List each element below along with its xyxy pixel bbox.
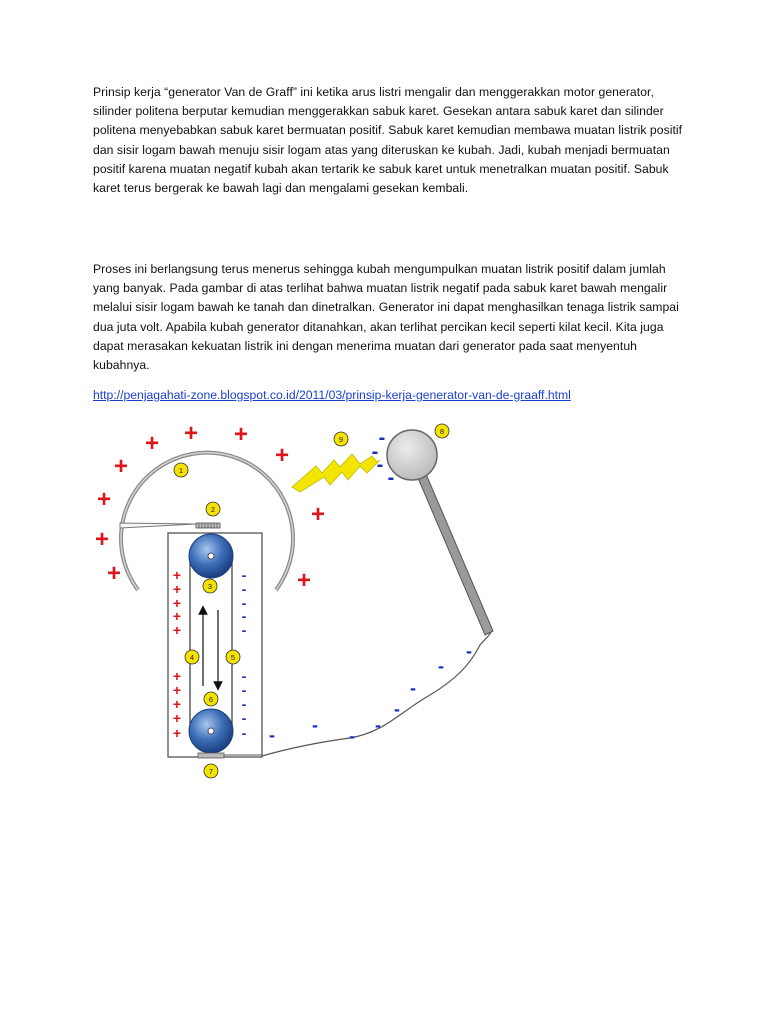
positive-charge: + [296,567,312,594]
negative-charge: - [438,656,444,676]
label-badge-text: 8 [439,427,445,436]
label-badge-9 [334,432,348,446]
discharge-sphere [387,430,437,480]
label-badge-8 [435,424,449,438]
label-badge-6 [204,692,218,706]
positive-charge: + [172,567,182,583]
negative-charge: - [241,725,247,741]
positive-charge: + [310,501,326,528]
positive-charge: + [106,560,122,587]
lower-comb [198,753,224,758]
positive-charge: + [183,420,199,447]
discharge-rod [418,474,493,635]
negative-charge: - [466,641,472,661]
label-badge-1 [174,463,188,477]
positive-charge: + [233,421,249,448]
negative-charge: - [241,682,247,698]
label-badge-7 [204,764,218,778]
label-badge-text: 9 [338,435,344,444]
negative-charge: - [378,427,386,449]
label-badge-2 [206,502,220,516]
label-badge-text: 7 [208,767,214,776]
paragraph-process: Proses ini berlangsung terus menerus sehingga kubah mengumpulkan muatan listrik positif dalam jumlah yang banyak. Pada gambar di atas terlihat bahwa muatan listrik negatif pada sabuk karet bawah mengalir melalui sisir logam bawah ke tanah dan dinetralkan. Generator ini dapat menghasilkan tenaga listrik sampai dua juta volt. Apabila kubah generator ditanahkan, akan terlihat percikan kecil seperti kilat kecil. Kita juga dapat merasakan kekuatan listrik ini dengan menerima muatan dari generator pada saat menyentuh kubahnya. [93,262,679,373]
negative-charge: - [241,696,247,712]
negative-charge: - [241,668,247,684]
label-badge-text: 5 [230,653,236,662]
positive-charge: + [172,696,182,712]
label-badge-4 [185,650,199,664]
upper-comb-connector [120,523,196,528]
label-badge-5 [226,650,240,664]
positive-charge: + [172,622,182,638]
positive-charge: + [144,430,160,457]
positive-charge: + [172,710,182,726]
positive-charge: + [172,595,182,611]
negative-charge: - [410,678,416,698]
paragraph-principle: Prinsip kerja “generator Van de Graff” ini ketika arus listri mengalir dan menggerakkan motor generator, silinder politena berputar kemudian menggerakkan sabuk karet. Gesekan antara sabuk karet dan silinder politena menyebabkan sabuk karet bermuatan positif. Sabuk karet kemudian membawa muatan listrik positif dan sisir logam bawah menuju sisir logam atas yang diteruskan ke kubah. Jadi, kubah menjadi bermuatan positif karena muatan negatif kubah akan tertarik ke sabuk karet untuk menetralkan muatan positif. Sabuk karet terus bergerak ke bawah lagi dan mengalami gesekan kembali. [93,85,683,196]
source-link[interactable]: http://penjagahati-zone.blogspot.co.id/2011/03/prinsip-kerja-generator-van-de-graaff.html [93,388,571,402]
positive-charge: + [274,442,290,469]
positive-charge: + [172,608,182,624]
label-badge-text: 2 [210,505,216,514]
label-badge-text: 1 [178,466,184,475]
negative-charge: - [312,715,318,735]
label-badge-3 [203,579,217,593]
van-de-graaff-diagram [0,400,768,800]
negative-charge: - [349,726,355,746]
negative-charge: - [241,622,247,638]
label-badge-text: 3 [207,582,213,591]
positive-charge: + [96,486,112,513]
label-badge-text: 4 [189,653,195,662]
negative-charge: - [376,454,384,476]
negative-charge: - [241,608,247,624]
negative-charge: - [241,581,247,597]
negative-charge: - [371,441,379,463]
negative-charge: - [387,467,395,489]
ground-wire [262,632,491,756]
spark-icon [292,454,380,492]
label-badge-text: 6 [208,695,214,704]
negative-charge: - [375,715,381,735]
negative-charge: - [241,710,247,726]
positive-charge: + [172,668,182,684]
positive-charge: + [172,581,182,597]
positive-charge: + [172,682,182,698]
negative-charge: - [241,567,247,583]
positive-charge: + [94,526,110,553]
negative-charge: - [394,699,400,719]
positive-charge: + [172,725,182,741]
negative-charge: - [269,725,275,745]
negative-charge: - [241,595,247,611]
positive-charge: + [113,453,129,480]
